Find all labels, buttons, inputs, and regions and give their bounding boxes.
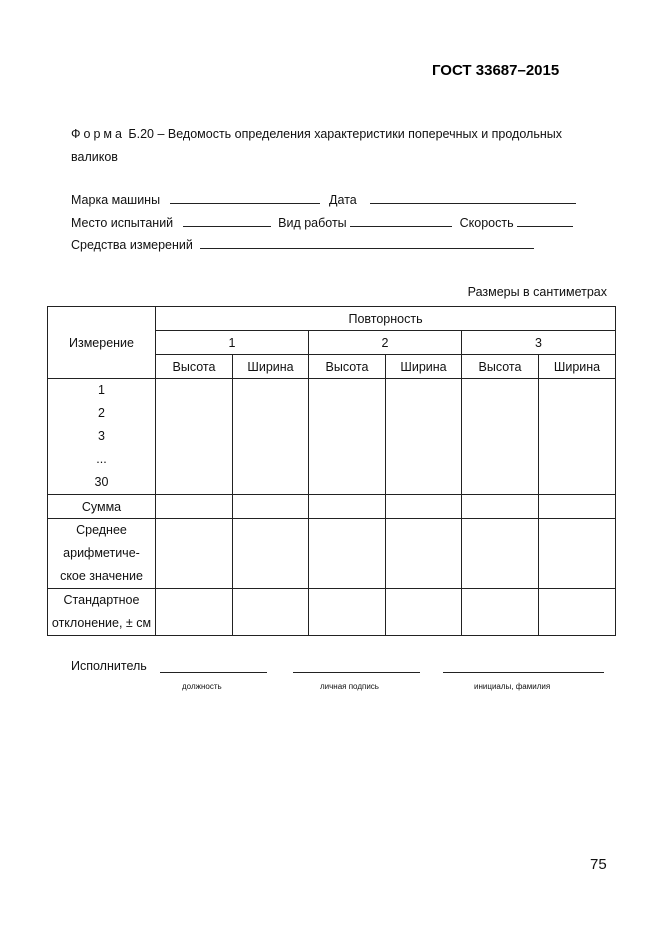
machine-field[interactable] [170,193,320,204]
table-cell[interactable] [233,495,309,519]
mean-label-line-3: ское значение [60,569,143,583]
table-cell[interactable] [539,519,616,589]
work-field[interactable] [350,216,452,227]
page-number: 75 [590,856,607,873]
machine-row [71,193,576,207]
repeat-2-header: 2 [309,331,462,355]
table-cell[interactable] [309,589,386,636]
table-cell[interactable] [462,519,539,589]
width-header: Ширина [386,355,462,379]
table-cell[interactable] [309,519,386,589]
table-cell[interactable] [539,495,616,519]
position-caption: должность [182,682,222,691]
form-title-text: Б.20 – Ведомость определения характеристики поперечных и продольных валиков [71,127,562,164]
repeat-3-header: 3 [462,331,616,355]
executor-label: Исполнитель [71,659,147,673]
table-cell[interactable] [156,379,233,495]
speed-field[interactable] [517,216,573,227]
measurement-table [47,306,616,636]
units-note: Размеры в сантиметрах [467,285,607,299]
std-label [48,589,156,636]
height-header: Высота [309,355,386,379]
table-cell[interactable] [386,589,462,636]
height-header: Высота [462,355,539,379]
signature-field[interactable] [293,660,420,673]
table-cell[interactable] [156,589,233,636]
place-row [71,216,573,230]
table-cell[interactable] [386,519,462,589]
std-label-line-2: отклонение, ± см [51,616,152,630]
table-cell[interactable] [462,589,539,636]
date-label: Дата [329,193,357,207]
width-header: Ширина [539,355,616,379]
sum-label: Сумма [48,495,156,519]
form-title-word: Форма [71,127,125,141]
date-field[interactable] [370,193,576,204]
table-cell[interactable] [309,495,386,519]
table-cell[interactable] [156,495,233,519]
table-cell[interactable] [309,379,386,495]
table-cell[interactable] [233,519,309,589]
measurement-row-2: 2 [98,406,105,420]
mean-label-line-1: Среднее [76,523,127,537]
speed-label: Скорость [459,216,514,230]
mean-label [48,519,156,589]
work-label: Вид работы [278,216,347,230]
table-cell[interactable] [156,519,233,589]
instruments-row [71,238,534,252]
table-cell[interactable] [233,379,309,495]
table-cell[interactable] [462,495,539,519]
repeat-1-header: 1 [156,331,309,355]
instruments-field[interactable] [200,238,534,249]
table-cell[interactable] [386,495,462,519]
measurement-row-3: 3 [98,429,105,443]
table-cell[interactable] [386,379,462,495]
measurement-row-30: 30 [94,475,109,489]
measurement-row-labels [48,379,156,495]
place-label: Место испытаний [71,216,174,230]
form-title [71,123,611,169]
table-cell[interactable] [233,589,309,636]
instruments-label: Средства измерений [71,238,193,252]
machine-label: Марка машины [71,193,161,207]
table-cell[interactable] [539,379,616,495]
document-code: ГОСТ 33687–2015 [432,62,560,79]
std-label-line-1: Стандартное [63,593,140,607]
table-cell[interactable] [539,589,616,636]
measurement-row-ellipsis: ... [96,452,107,466]
measurement-row-1: 1 [98,383,105,397]
mean-label-line-2: арифметиче- [63,546,140,560]
measurement-header: Измерение [48,307,156,379]
width-header: Ширина [233,355,309,379]
position-field[interactable] [160,660,267,673]
signature-caption: личная подпись [320,682,379,691]
height-header: Высота [156,355,233,379]
repeat-header: Повторность [156,307,616,331]
place-field[interactable] [183,216,271,227]
table-cell[interactable] [462,379,539,495]
name-field[interactable] [443,660,604,673]
name-caption: инициалы, фамилия [474,682,551,691]
